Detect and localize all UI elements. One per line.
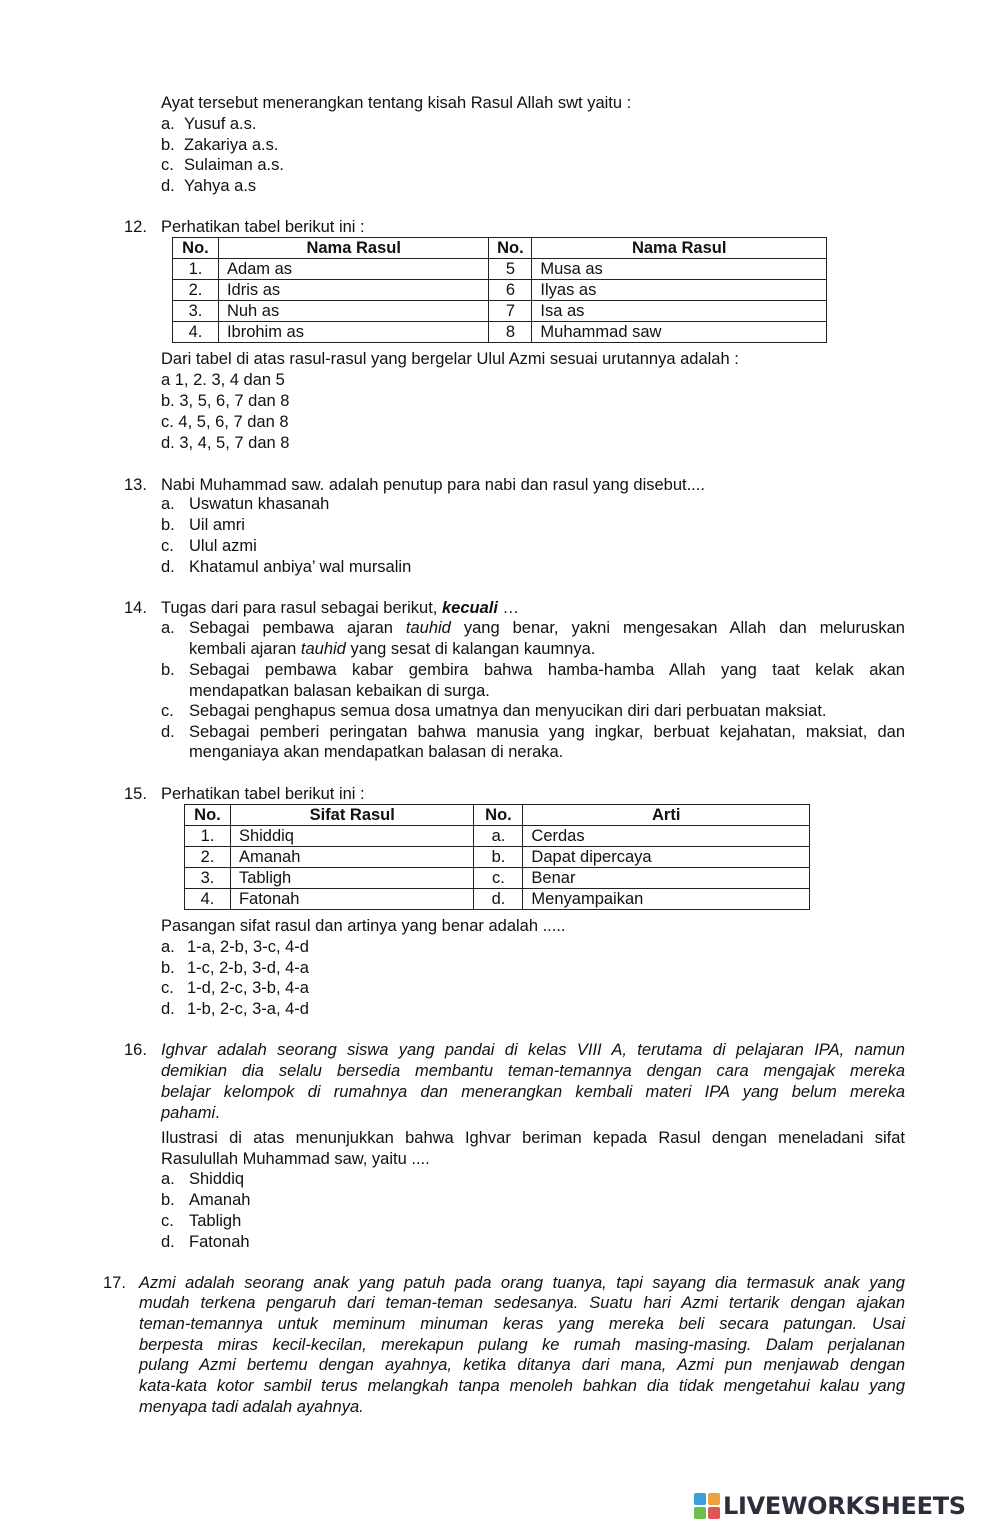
table-row	[173, 280, 827, 301]
q16-story-last-text: pahami	[161, 1104, 216, 1122]
q12-number: 12.	[124, 218, 147, 236]
q14-option-a-text: Sebagai pembawa ajaran	[189, 619, 393, 637]
table-cell: 2.	[185, 847, 231, 868]
q14-option-letter: c.	[161, 702, 174, 720]
liveworksheets-logo-text: LIVEWORKSHEETS	[723, 1491, 966, 1520]
q14-question	[161, 598, 519, 619]
q16-option-b[interactable]: Amanah	[189, 1191, 251, 1209]
table-cell: a.	[474, 826, 523, 847]
q13-number: 13.	[124, 476, 147, 494]
q17-number: 17.	[103, 1274, 126, 1292]
q14-option-a-italic: tauhid	[300, 640, 346, 658]
q16-number: 16.	[124, 1041, 147, 1059]
q14-question-text: Tugas dari para rasul sebagai berikut,	[161, 599, 438, 617]
q14-option-c[interactable]: Sebagai penghapus semua dosa umatnya dan menyucikan diri dari perbuatan maksiat.	[189, 702, 827, 720]
table-row	[185, 826, 810, 847]
q16-option-letter: c.	[161, 1212, 174, 1230]
q11-option-b[interactable]: Zakariya a.s.	[184, 136, 279, 154]
table-cell: d.	[474, 889, 523, 910]
table-cell: 1.	[173, 259, 219, 280]
q17-story-line: pulang Azmi bertemu dengan ayahnya, ketika ditanya dari mana, Azmi pun menjawab dengan	[139, 1356, 905, 1374]
table-header: Nama Rasul	[532, 238, 827, 259]
table-cell: Dapat dipercaya	[523, 847, 810, 868]
q13-option-letter: a.	[161, 495, 175, 513]
table-cell: Menyampaikan	[523, 889, 810, 910]
table-cell: Muhammad saw	[532, 322, 827, 343]
table-cell: 3.	[185, 868, 231, 889]
q16-story-last	[161, 1103, 220, 1124]
q12-question: Dari tabel di atas rasul-rasul yang bergelar Ulul Azmi sesuai urutannya adalah :	[161, 350, 739, 368]
q15-option-b[interactable]: 1-c, 2-b, 3-d, 4-a	[187, 959, 309, 977]
q16-story-line: Ighvar adalah seorang siswa yang pandai di kelas VIII A, terutama di pelajaran IPA, namun	[161, 1041, 905, 1059]
table-cell: 1.	[185, 826, 231, 847]
table-cell: Benar	[523, 868, 810, 889]
q12-option-c[interactable]: c. 4, 5, 6, 7 dan 8	[161, 413, 289, 431]
q13-option-letter: d.	[161, 558, 175, 576]
q17-story-line: kata-kata kotor sambil terus melangkah tanpa menoleh bahkan dia tidak mengetahui kalau yang	[139, 1377, 905, 1395]
q15-option-c[interactable]: 1-d, 2-c, 3-b, 4-a	[187, 979, 309, 997]
table-header-row	[173, 238, 827, 259]
q14-number: 14.	[124, 599, 147, 617]
table-cell: 4.	[173, 322, 219, 343]
q13-option-d[interactable]: Khatamul anbiya’ wal mursalin	[189, 558, 412, 576]
q11-option-letter: c.	[161, 156, 174, 174]
table-cell: Amanah	[230, 847, 474, 868]
q14-question-emphasis: kecuali	[441, 599, 498, 617]
q15-option-a[interactable]: 1-a, 2-b, 3-c, 4-d	[187, 938, 309, 956]
q16-story-line: demikian dia selalu bersedia membantu teman-temannya dengan cara mengajak mereka	[161, 1062, 905, 1080]
q13-option-c[interactable]: Ulul azmi	[189, 537, 257, 555]
q13-option-letter: b.	[161, 516, 175, 534]
table-cell: Tabligh	[230, 868, 474, 889]
q17-story-line: teman-temannya untuk meminum minuman keras yang mereka beli secara patungan. Usai	[139, 1315, 905, 1333]
q11-option-letter: d.	[161, 177, 175, 195]
table-header: Sifat Rasul	[230, 805, 474, 826]
q16-option-letter: a.	[161, 1170, 175, 1188]
table-cell: Isa as	[532, 301, 827, 322]
table-row	[173, 322, 827, 343]
table-header: Nama Rasul	[218, 238, 489, 259]
q15-table	[184, 804, 810, 910]
table-row	[185, 889, 810, 910]
table-cell: 7	[489, 301, 532, 322]
q14-option-a-text: kembali ajaran	[189, 640, 297, 658]
q14-option-letter: d.	[161, 723, 175, 741]
table-cell: 5	[489, 259, 532, 280]
table-header-row	[185, 805, 810, 826]
q15-option-letter: b.	[161, 959, 175, 977]
q16-story-period: .	[215, 1104, 220, 1122]
table-header: No.	[173, 238, 219, 259]
q16-option-d[interactable]: Fatonah	[189, 1233, 250, 1251]
q15-option-letter: a.	[161, 938, 175, 956]
q14-option-a-italic: tauhid	[405, 619, 451, 637]
table-cell: Fatonah	[230, 889, 474, 910]
q11-option-d[interactable]: Yahya a.s	[184, 177, 257, 195]
table-header: No.	[185, 805, 231, 826]
q13-question: Nabi Muhammad saw. adalah penutup para nabi dan rasul yang disebut....	[161, 476, 705, 494]
table-cell: Idris as	[218, 280, 489, 301]
q14-question-ellipsis: …	[502, 599, 520, 617]
table-row	[173, 301, 827, 322]
q14-option-d[interactable]: Sebagai pemberi peringatan bahwa manusia yang ingkar, berbuat kejahatan, maksiat, dan	[189, 723, 905, 741]
q16-story-line: belajar kelompok di rumahnya dan menerangkan kembali materi IPA yang belum mereka	[161, 1083, 905, 1101]
table-cell: Cerdas	[523, 826, 810, 847]
q11-option-c[interactable]: Sulaiman a.s.	[184, 156, 284, 174]
table-row	[173, 259, 827, 280]
q11-option-a[interactable]: Yusuf a.s.	[184, 115, 257, 133]
table-cell: Nuh as	[218, 301, 489, 322]
q16-option-letter: d.	[161, 1233, 175, 1251]
q14-option-b[interactable]: Sebagai pembawa kabar gembira bahwa hamba-hamba Allah yang taat kelak akan	[189, 661, 905, 679]
table-cell: Ilyas as	[532, 280, 827, 301]
q15-option-letter: c.	[161, 979, 174, 997]
q13-option-letter: c.	[161, 537, 174, 555]
q14-option-a-line2	[189, 639, 595, 660]
table-cell: c.	[474, 868, 523, 889]
liveworksheets-logo	[694, 1488, 994, 1524]
q16-question: Ilustrasi di atas menunjukkan bahwa Ighvar beriman kepada Rasul dengan meneladani sifat	[161, 1129, 905, 1147]
q16-question-line2: Rasulullah Muhammad saw, yaitu ....	[161, 1150, 430, 1168]
q12-option-d[interactable]: d. 3, 4, 5, 7 dan 8	[161, 434, 290, 452]
q11-intro: Ayat tersebut menerangkan tentang kisah Rasul Allah swt yaitu :	[161, 94, 632, 112]
table-header: No.	[489, 238, 532, 259]
table-cell: 8	[489, 322, 532, 343]
q17-story-line: berpesta miras kecil-kecilan, merekapun pulang ke rumah masing-masing. Dalam perjalanan	[139, 1336, 905, 1354]
q17-story-line: mudah terkena pengaruh dari teman-teman sedesanya. Suatu hari Azmi tertarik dengan ajakan	[139, 1294, 905, 1312]
table-header: Arti	[523, 805, 810, 826]
q15-option-letter: d.	[161, 1000, 175, 1018]
q17-story-line: Azmi adalah seorang anak yang patuh pada orang tuanya, tapi sayang dia termasuk anak yang	[139, 1274, 905, 1292]
table-cell: Ibrohim as	[218, 322, 489, 343]
q11-option-letter: a.	[161, 115, 175, 133]
q16-option-letter: b.	[161, 1191, 175, 1209]
q14-option-letter: a.	[161, 619, 175, 637]
q11-option-letter: b.	[161, 136, 175, 154]
table-cell: 2.	[173, 280, 219, 301]
q14-option-a-text: yang sesat di kalangan kaumnya.	[350, 640, 596, 658]
table-row	[185, 847, 810, 868]
q15-option-d[interactable]: 1-b, 2-c, 3-a, 4-d	[187, 1000, 309, 1018]
table-cell: 4.	[185, 889, 231, 910]
q16-option-a[interactable]: Shiddiq	[189, 1170, 245, 1188]
q13-option-b[interactable]: Uil amri	[189, 516, 245, 534]
q14-option-b-line2: mendapatkan balasan kebaikan di surga.	[189, 682, 490, 700]
table-cell: b.	[474, 847, 523, 868]
q12-table	[172, 237, 827, 343]
table-header: No.	[474, 805, 523, 826]
q15-intro: Perhatikan tabel berikut ini :	[161, 785, 365, 803]
table-cell: 6	[489, 280, 532, 301]
q14-option-a-text: yang benar, yakni mengesakan Allah dan meluruskan	[463, 619, 905, 637]
q12-option-b[interactable]: b. 3, 5, 6, 7 dan 8	[161, 392, 290, 410]
q14-option-d-line2: menganiaya akan mendapatkan balasan di neraka.	[189, 743, 564, 761]
q17-story-last: menyapa tadi adalah ayahnya.	[139, 1398, 364, 1416]
table-cell: Shiddiq	[230, 826, 474, 847]
q13-option-a[interactable]: Uswatun khasanah	[189, 495, 330, 513]
table-row	[185, 868, 810, 889]
table-cell: 3.	[173, 301, 219, 322]
q14-option-a[interactable]	[189, 618, 905, 639]
liveworksheets-logo-icon	[694, 1493, 720, 1519]
q15-question: Pasangan sifat rasul dan artinya yang benar adalah .....	[161, 917, 566, 935]
table-cell: Adam as	[218, 259, 489, 280]
q14-option-letter: b.	[161, 661, 175, 679]
q12-option-a[interactable]: a 1, 2. 3, 4 dan 5	[161, 371, 285, 389]
table-cell: Musa as	[532, 259, 827, 280]
q12-intro: Perhatikan tabel berikut ini :	[161, 218, 365, 236]
q15-number: 15.	[124, 785, 147, 803]
q16-option-c[interactable]: Tabligh	[189, 1212, 242, 1230]
